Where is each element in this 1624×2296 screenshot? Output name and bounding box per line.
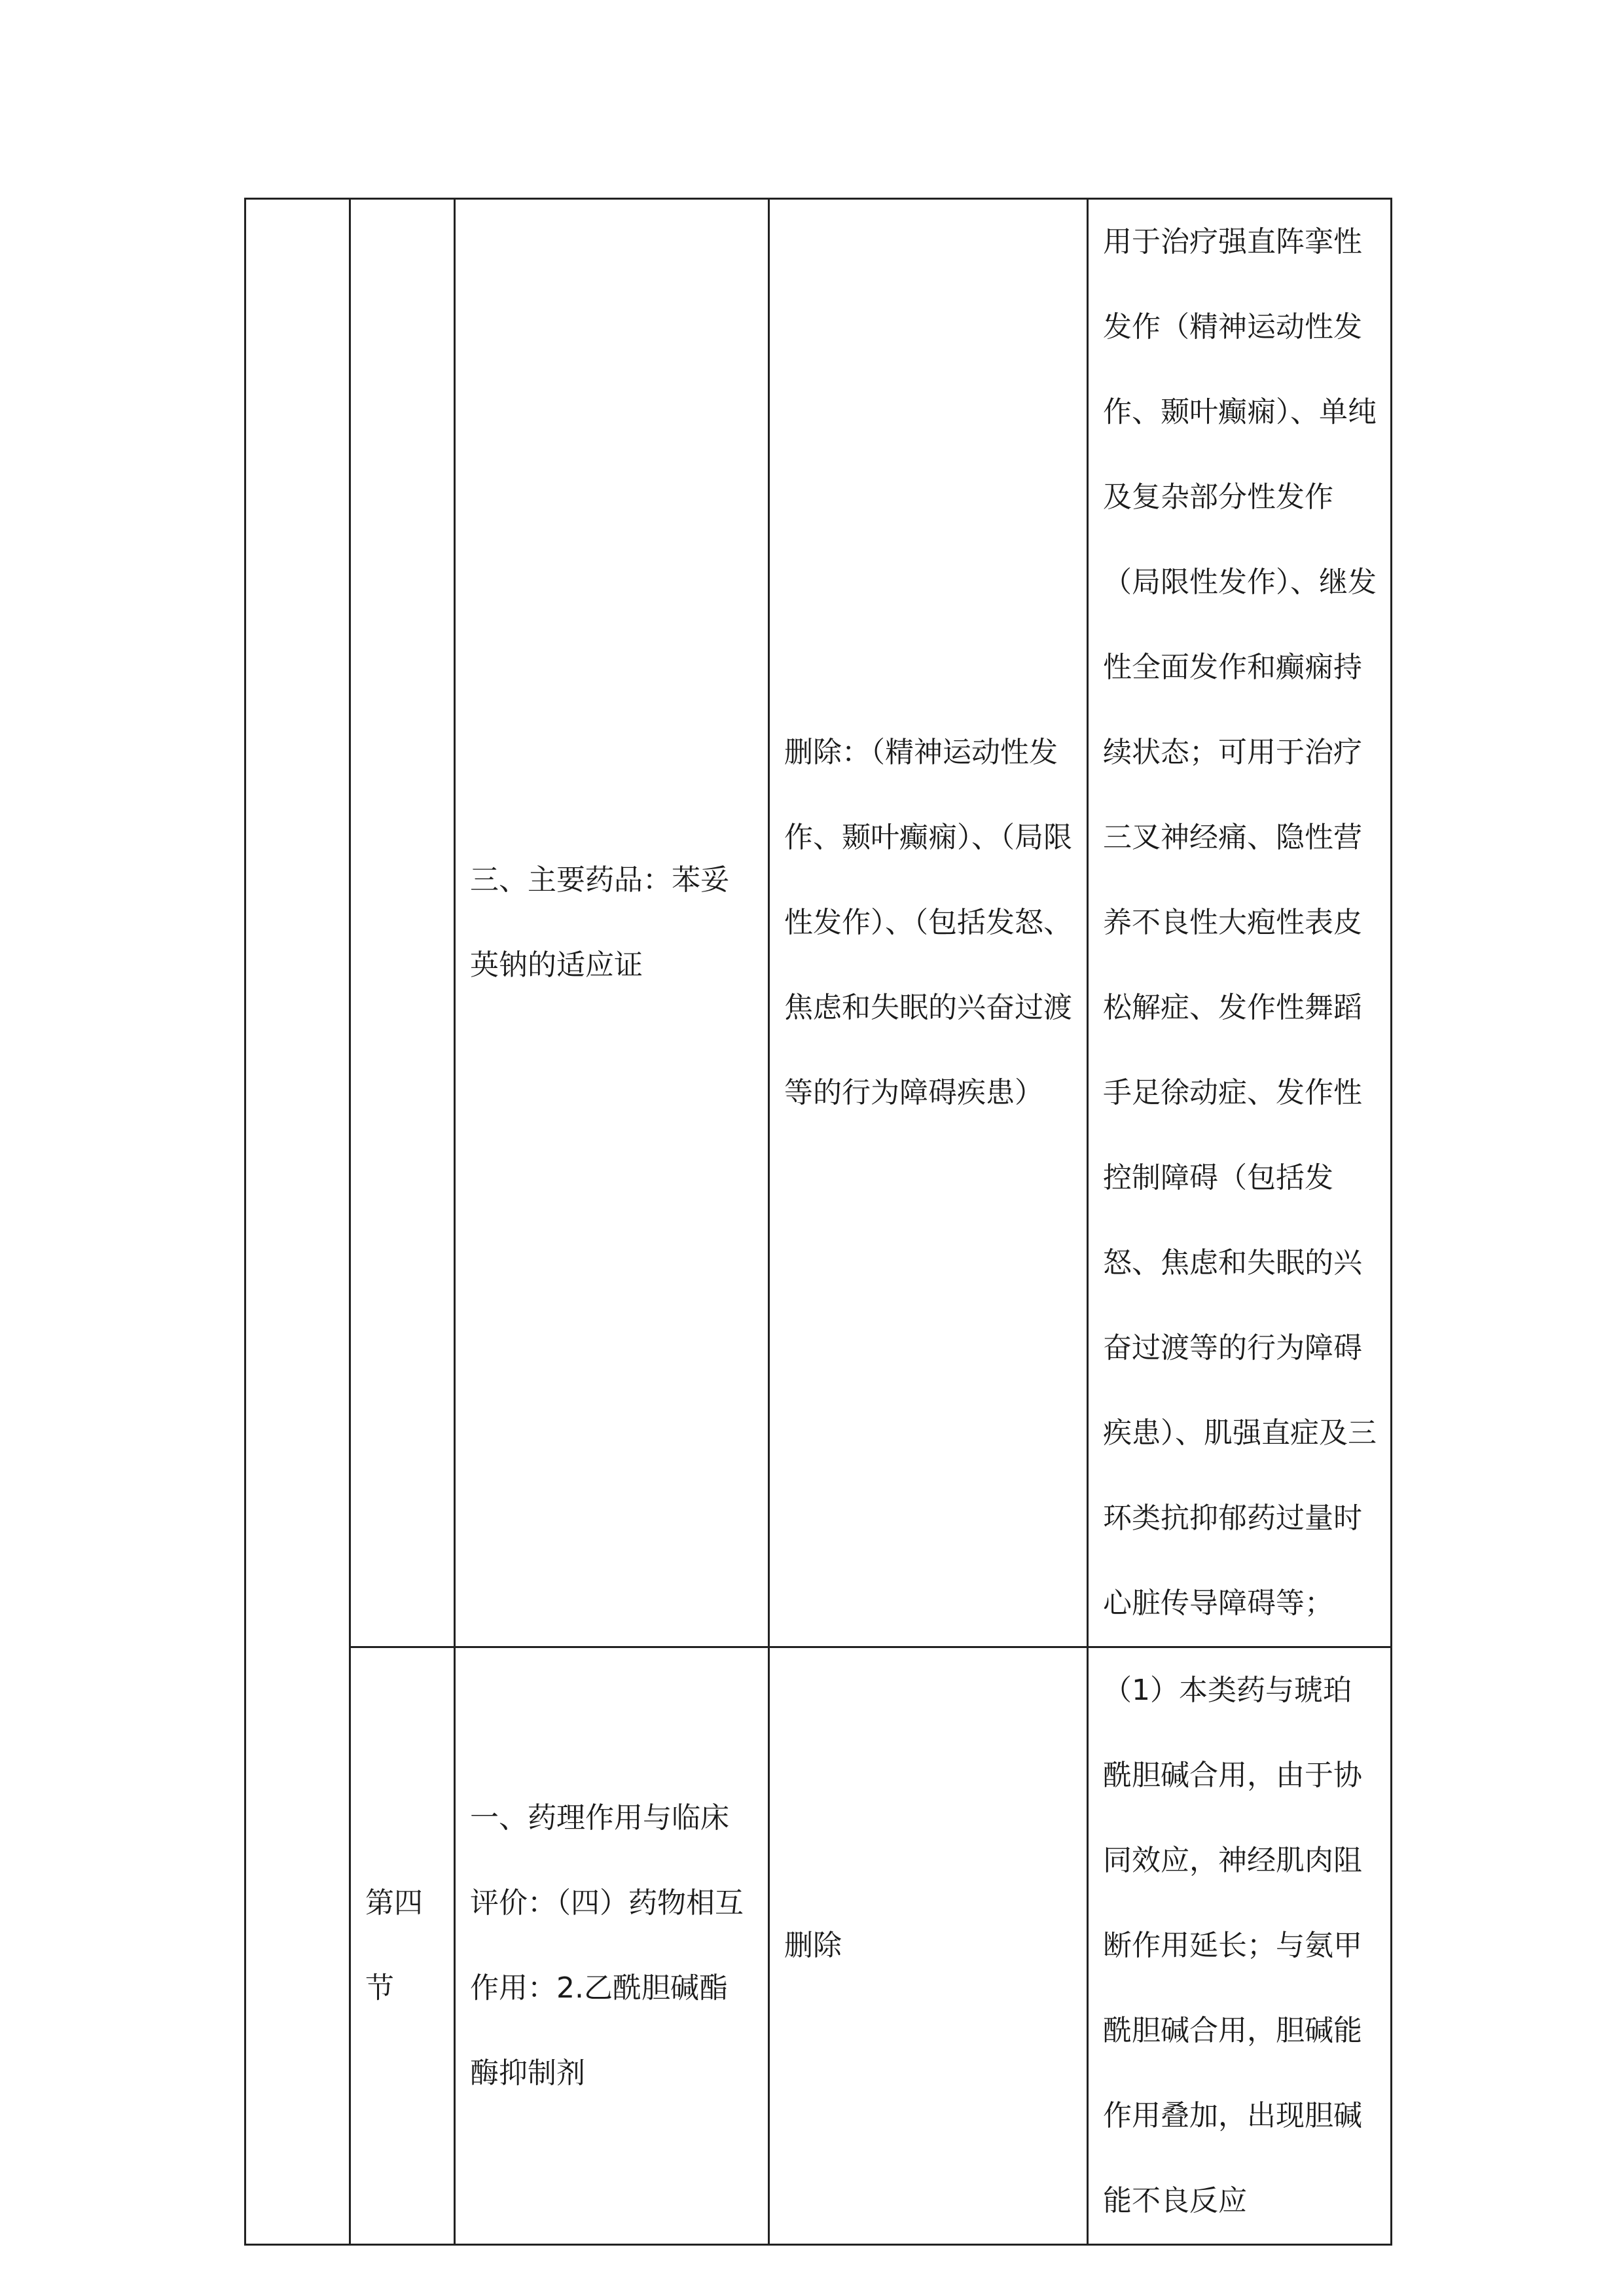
change-text: 删除：（精神运动性发作、颞叶癫痫）、（局限性发作）、（包括发怒、焦虑和失眠的兴奋过渡等的行为障碍疾患） [784,736,1072,1109]
section-text: 第四节 [365,1886,423,2005]
chapter-cell [245,199,350,2245]
section-cell [350,199,455,1647]
item-cell [455,1647,769,2245]
table-row [245,1647,1392,2245]
change-text: 删除 [784,1929,842,1962]
content-cell [1088,1647,1392,2245]
table-row [245,199,1392,1647]
change-cell [769,199,1088,1647]
drug-revision-table [244,198,1392,2246]
item-text: 一、药理作用与临床评价：（四）药物相互作用：2.乙酰胆碱酯酶抑制剂 [470,1801,744,2090]
content-text: （1）本类药与琥珀酰胆碱合用，由于协同效应，神经肌肉阻断作用延长；与氨甲酰胆碱合用，胆碱能作用叠加，出现胆碱能不良反应 [1103,1674,1362,2217]
item-text: 三、主要药品：苯妥英钠的适应证 [470,863,729,982]
item-cell [455,199,769,1647]
change-cell [769,1647,1088,2245]
content-text: 用于治疗强直阵挛性发作（精神运动性发作、颞叶癫痫）、单纯及复杂部分性发作（局限性发作）、继发性全面发作和癫痫持续状态；可用于治疗三叉神经痛、隐性营养不良性大疱性表皮松解症、发作性舞蹈手足徐动症、发作性控制障碍（包括发怒、焦虑和失眠的兴奋过渡等的行为障碍疾患）、肌强直症及三环类抗抑郁药过量时心脏传导障碍等； [1103,225,1377,1620]
section-cell [350,1647,455,2245]
content-cell [1088,199,1392,1647]
